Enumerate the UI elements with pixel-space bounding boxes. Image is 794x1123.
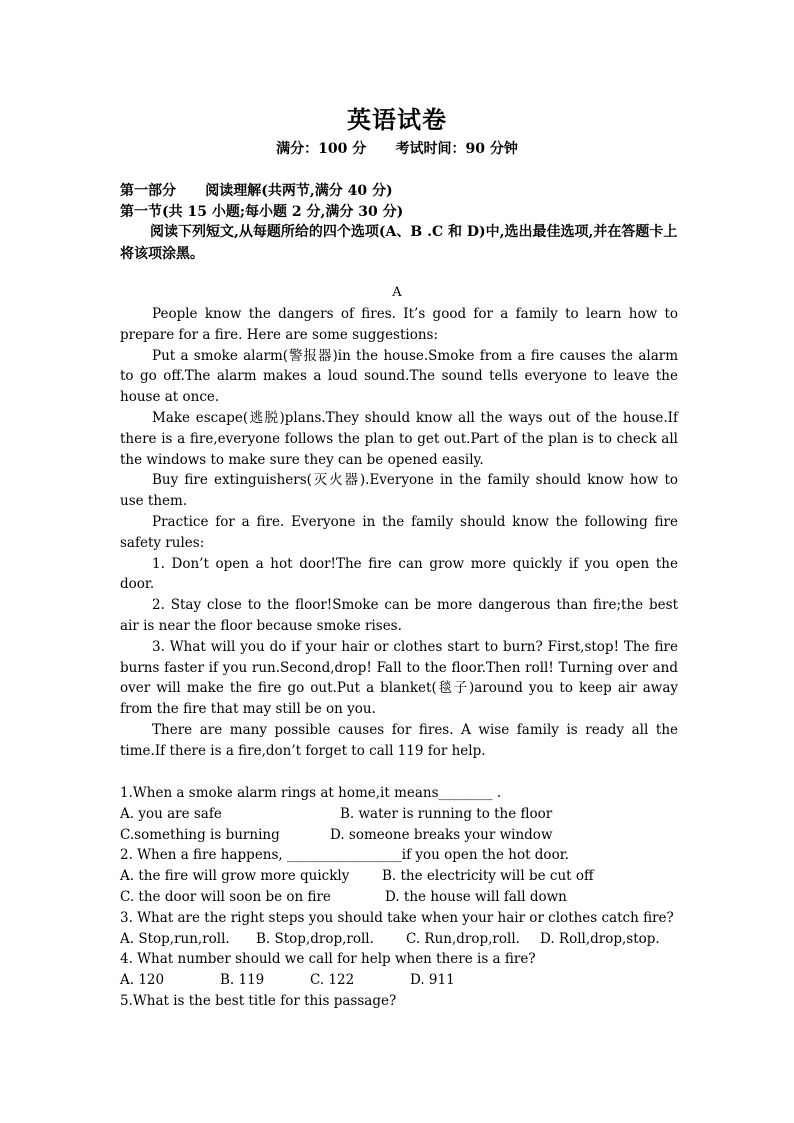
q3-option-c[interactable]: C. Run,drop,roll. bbox=[406, 930, 520, 947]
q1-option-c[interactable]: C.something is burning bbox=[120, 826, 280, 843]
passage-paragraph: 2. Stay close to the floor!Smoke can be more dangerous than fire;the best air is near the floor because smoke rises. bbox=[120, 597, 678, 634]
q3-option-a[interactable]: A. Stop,run,roll. bbox=[120, 930, 230, 947]
q4-option-b[interactable]: B. 119 bbox=[220, 972, 265, 989]
exam-title: 英语试卷 bbox=[347, 105, 447, 134]
question-3-options-row bbox=[120, 929, 700, 950]
q3-option-b[interactable]: B. Stop,drop,roll. bbox=[256, 930, 374, 947]
passage-paragraph: Make escape(逃脱)plans.They should know all the ways out of the house.If there is a fire,everyone follows the plan to get out.Part of the plan is to check all the windows to make sure they can be opened easily. bbox=[120, 409, 678, 468]
question-4-options-row bbox=[120, 970, 700, 991]
q1-option-a[interactable]: A. you are safe bbox=[120, 805, 222, 822]
q2-option-d[interactable]: D. the house will fall down bbox=[385, 888, 567, 905]
q4-option-c[interactable]: C. 122 bbox=[310, 972, 355, 989]
passage-label: A bbox=[392, 285, 402, 300]
passage-paragraph: 3. What will you do if your hair or clothes start to burn? First,stop! The fire burns faster if you run.Second,drop! Fall to the floor.Then roll! Turning over and over will make the fire go out.Put a blanket(毯子)around you to keep air away from the fire that may still be on you. bbox=[120, 638, 678, 718]
q3-option-d[interactable]: D. Roll,drop,stop. bbox=[540, 930, 660, 947]
question-list bbox=[120, 783, 700, 1012]
reading-passage bbox=[120, 304, 678, 762]
question-2-options-row bbox=[120, 866, 700, 887]
question-4-stem: 4. What number should we call for help when there is a fire? bbox=[120, 951, 536, 968]
question-5-stem: 5.What is the best title for this passage? bbox=[120, 992, 397, 1009]
instruction-text: 阅读下列短文,从每题所给的四个选项(A、B .C 和 D)中,选出最佳选项,并在答题卡上将该项涂黑。 bbox=[120, 224, 678, 262]
q2-option-a[interactable]: A. the fire will grow more quickly bbox=[120, 868, 350, 885]
passage-paragraph: People know the dangers of fires. It’s good for a family to learn how to prepare for a fire. Here are some suggestions: bbox=[120, 306, 678, 343]
q2-option-b[interactable]: B. the electricity will be cut off bbox=[382, 868, 594, 885]
passage-paragraph: Buy fire extinguishers(灭火器).Everyone in the family should know how to use them. bbox=[120, 472, 678, 510]
q1-option-d[interactable]: D. someone breaks your window bbox=[330, 826, 553, 843]
question-1-stem: 1.When a smoke alarm rings at home,it means________ . bbox=[120, 785, 502, 801]
question-2-stem: 2. When a fire happens, _________________if you open the hot door. bbox=[120, 847, 569, 864]
question-1-options-row bbox=[120, 825, 700, 846]
q2-option-c[interactable]: C. the door will soon be on fire bbox=[120, 888, 331, 905]
part-heading: 第一部分 阅读理解(共两节,满分 40 分) bbox=[120, 183, 393, 199]
passage-paragraph: There are many possible causes for fires. A wise family is ready all the time.If there is a fire,don’t forget to call 119 for help. bbox=[120, 721, 678, 759]
q4-option-a[interactable]: A. 120 bbox=[120, 972, 165, 989]
question-3-stem: 3. What are the right steps you should take when your hair or clothes catch fire? bbox=[120, 909, 674, 926]
q4-option-d[interactable]: D. 911 bbox=[410, 972, 455, 989]
question-1-options-row bbox=[120, 804, 700, 825]
exam-subtitle: 满分：100 分 考试时间：90 分钟 bbox=[276, 141, 518, 157]
passage-paragraph: 1. Don’t open a hot door!The fire can grow more quickly if you open the door. bbox=[120, 555, 678, 593]
q1-option-b[interactable]: B. water is running to the floor bbox=[340, 805, 553, 822]
passage-paragraph: Practice for a fire. Everyone in the family should know the following fire safety rules: bbox=[120, 513, 678, 551]
question-2-options-row bbox=[120, 887, 700, 908]
passage-paragraph: Put a smoke alarm(警报器)in the house.Smoke from a fire causes the alarm to go off.The alarm makes a loud sound.The sound tells everyone to leave the house at once. bbox=[120, 347, 678, 406]
section-heading: 第一节(共 15 小题;每小题 2 分,满分 30 分) bbox=[120, 204, 404, 220]
